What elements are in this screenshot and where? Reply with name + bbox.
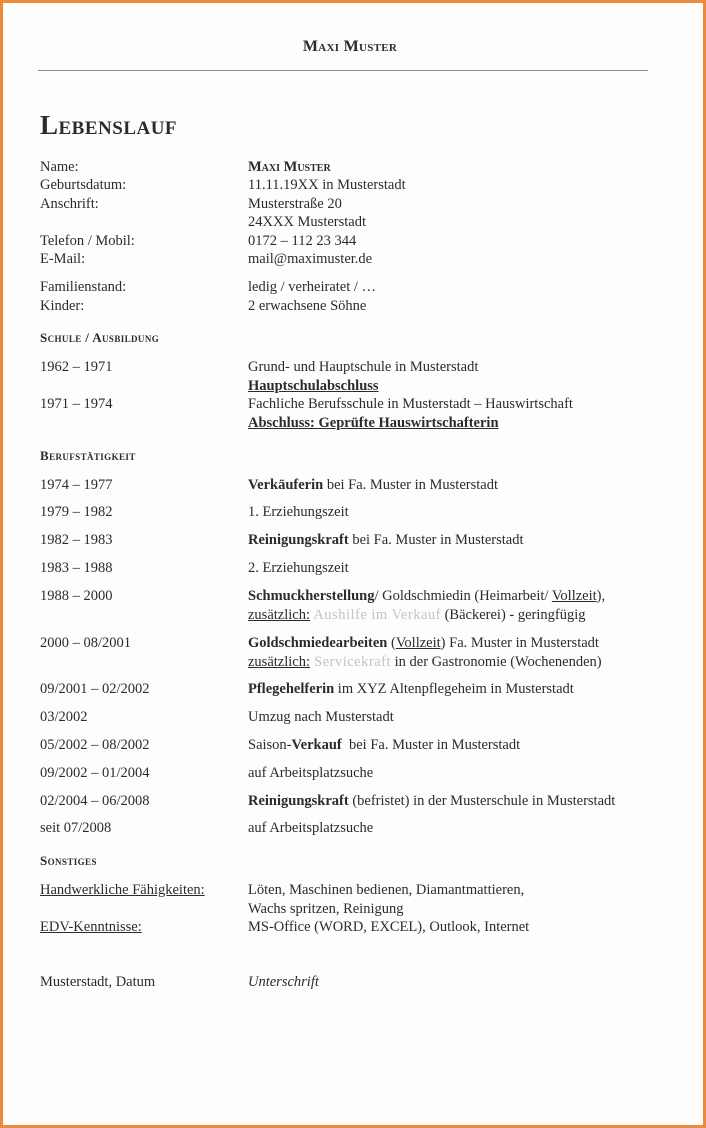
job-entry-continued (40, 606, 680, 625)
entry-date: 1979 – 1982 (40, 504, 113, 520)
personal-label: E-Mail: (40, 251, 86, 267)
personal-label: Familienstand: (40, 279, 127, 295)
job-entry (40, 634, 680, 653)
personal-label: Kinder: (40, 298, 85, 314)
entry-date: 03/2002 (40, 709, 88, 725)
job-detail: im XYZ Altenpflegeheim in Musterstadt (334, 681, 574, 697)
job-detail: bei Fa. Muster in Musterstadt (323, 477, 498, 493)
signature-row (40, 973, 680, 992)
job-faint: Servicekraft (310, 654, 391, 670)
job-detail: Saison- (248, 737, 292, 753)
personal-value: 24XXX Musterstadt (248, 214, 367, 230)
entry-text: Fachliche Berufsschule in Musterstadt – Hauswirtschaft (248, 396, 573, 412)
job-entry (40, 503, 680, 522)
personal-value: 11.11.19XX in Musterstadt (248, 177, 406, 193)
job-detail: 1. Erziehungszeit (248, 504, 349, 520)
education-degree (40, 377, 680, 396)
job-title: Verkäuferin (248, 477, 324, 493)
job-entry (40, 792, 680, 811)
job-underlined: Vollzeit (395, 635, 441, 651)
job-title: Verkauf (291, 737, 342, 753)
entry-degree: Abschluss: Geprüfte Hauswirtschafterin (248, 415, 499, 431)
skills-value: Löten, Maschinen bedienen, Diamantmattieren, (248, 882, 525, 898)
education-degree (40, 414, 680, 433)
personal-row (40, 213, 680, 232)
edv-label: EDV-Kenntnisse: (40, 919, 142, 935)
personal-label: Geburtsdatum: (40, 177, 127, 193)
job-entry (40, 559, 680, 578)
job-title: Reinigungskraft (248, 793, 349, 809)
skills-value: Wachs spritzen, Reinigung (248, 901, 404, 917)
job-entry (40, 736, 680, 755)
section-heading-beruf: Berufstätigkeit (40, 448, 136, 463)
entry-date: 09/2001 – 02/2002 (40, 681, 150, 697)
job-underlined: zusätzlich: (248, 654, 311, 670)
job-entry (40, 819, 680, 838)
personal-label: Name: (40, 159, 79, 175)
entry-date: 1974 – 1977 (40, 477, 113, 493)
job-detail: ( (387, 635, 396, 651)
job-detail: bei Fa. Muster in Musterstadt (341, 737, 521, 753)
personal-label: Telefon / Mobil: (40, 233, 135, 249)
job-detail: auf Arbeitsplatzsuche (248, 820, 374, 836)
education-entry (40, 395, 680, 414)
job-title: Reinigungskraft (248, 532, 349, 548)
skills-row-continued (40, 900, 680, 919)
skills-row (40, 881, 680, 900)
job-title: Pflegehelferin (248, 681, 335, 697)
job-faint: Aushilfe im Verkauf (310, 607, 441, 623)
entry-date: 1982 – 1983 (40, 532, 113, 548)
entry-date: 1971 – 1974 (40, 396, 113, 412)
personal-value: ledig / verheiratet / … (248, 279, 377, 295)
personal-row (40, 158, 680, 177)
personal-row (40, 195, 680, 214)
entry-date: 02/2004 – 06/2008 (40, 793, 150, 809)
job-detail: ) Fa. Muster in Musterstadt (440, 635, 599, 651)
personal-value: Maxi Muster (248, 159, 331, 175)
edv-row (40, 918, 680, 937)
edv-value: MS-Office (WORD, EXCEL), Outlook, Internet (248, 919, 530, 935)
job-title: Goldschmiedearbeiten (248, 635, 388, 651)
entry-date: 2000 – 08/2001 (40, 635, 132, 651)
job-detail: (befristet) in der Musterschule in Musterstadt (348, 793, 616, 809)
personal-row (40, 278, 680, 297)
signature: Unterschrift (248, 974, 319, 990)
page-title: Lebenslauf (40, 110, 178, 140)
job-entry (40, 476, 680, 495)
job-entry (40, 680, 680, 699)
personal-row (40, 232, 680, 251)
job-detail: bei Fa. Muster in Musterstadt (348, 532, 524, 548)
personal-row (40, 176, 680, 195)
job-detail: (Bäckerei) - geringfügig (440, 607, 586, 623)
job-title: Schmuckherstellung (248, 588, 375, 604)
entry-degree: Hauptschulabschluss (248, 378, 379, 394)
job-detail: Umzug nach Musterstadt (248, 709, 394, 725)
skills-label: Handwerkliche Fähigkeiten: (40, 882, 205, 898)
personal-value: 0172 – 112 23 344 (248, 233, 357, 249)
header-name: Maxi Muster (302, 38, 398, 55)
entry-date: 1983 – 1988 (40, 560, 113, 576)
entry-date: 1988 – 2000 (40, 588, 113, 604)
section-heading-sonstiges: Sonstiges (40, 853, 97, 868)
entry-date: 05/2002 – 08/2002 (40, 737, 150, 753)
personal-value: Musterstraße 20 (248, 196, 342, 212)
personal-value: 2 erwachsene Söhne (248, 298, 367, 314)
job-entry (40, 764, 680, 783)
personal-row (40, 297, 680, 316)
job-entry-continued (40, 653, 680, 672)
job-detail: ), (596, 588, 606, 604)
personal-label: Anschrift: (40, 196, 99, 212)
education-entry (40, 358, 680, 377)
header-divider (38, 70, 648, 71)
job-detail: in der Gastronomie (Wochenenden) (391, 654, 602, 670)
job-entry (40, 587, 680, 606)
entry-date: 1962 – 1971 (40, 359, 113, 375)
entry-date: 09/2002 – 01/2004 (40, 765, 150, 781)
job-detail: auf Arbeitsplatzsuche (248, 765, 374, 781)
place-date: Musterstadt, Datum (40, 974, 156, 990)
job-underlined: zusätzlich: (248, 607, 311, 623)
email-value: mail@maximuster.de (248, 251, 373, 267)
entry-text: Grund- und Hauptschule in Musterstadt (248, 359, 479, 375)
job-underlined: Vollzeit (551, 588, 597, 604)
entry-date: seit 07/2008 (40, 820, 112, 836)
job-detail: 2. Erziehungszeit (248, 560, 349, 576)
job-detail: / Goldschmiedin (Heimarbeit/ (374, 588, 552, 604)
section-heading-schule: Schule / Ausbildung (40, 330, 160, 345)
job-entry (40, 531, 680, 550)
personal-row (40, 250, 680, 269)
job-entry (40, 708, 680, 727)
